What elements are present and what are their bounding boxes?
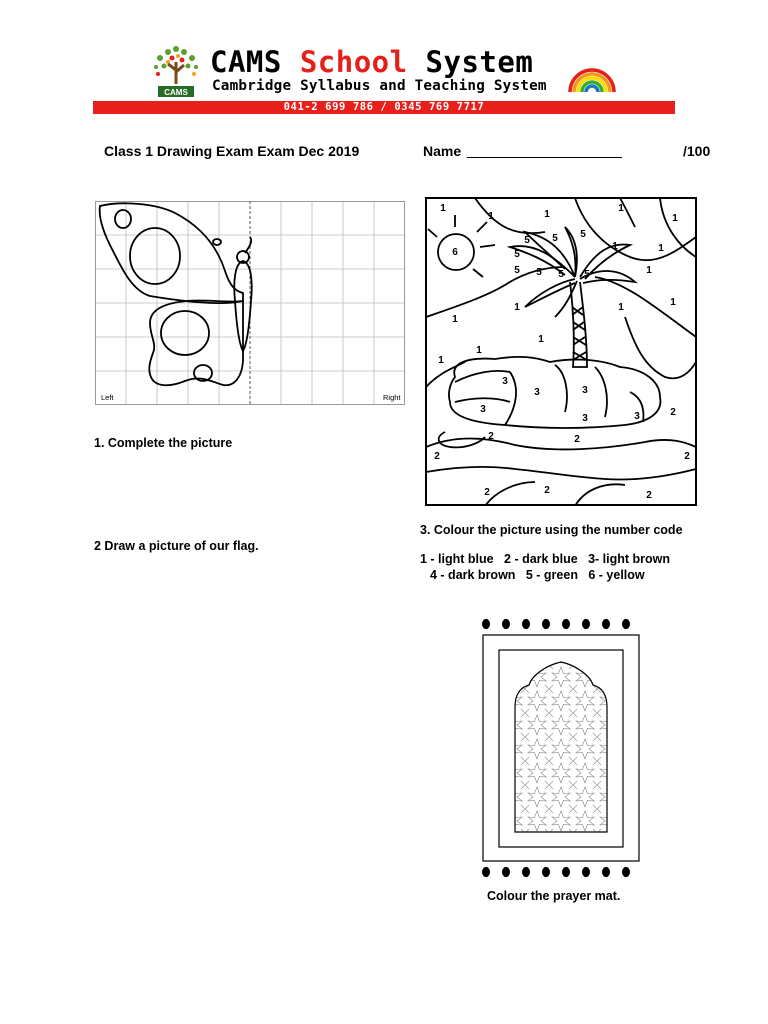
number-5: 5 [524,235,530,246]
number-1: 1 [544,209,550,220]
question-2: 2 Draw a picture of our flag. [94,539,259,553]
number-1: 1 [538,334,544,345]
brand-highlight: School [299,45,408,79]
number-2: 2 [574,434,580,445]
number-2: 2 [646,490,652,501]
number-2: 2 [434,451,440,462]
colour-key-line-2: 4 - dark brown 5 - green 6 - yellow [430,568,645,582]
number-1: 1 [658,243,664,254]
butterfly-grid-drawing[interactable] [95,201,405,405]
island-colour-by-number[interactable] [425,197,697,506]
name-label: Name [423,143,462,159]
number-1: 1 [670,297,676,308]
number-1: 1 [452,314,458,325]
left-label: Left [101,393,114,402]
number-2: 2 [670,407,676,418]
question-3: 3. Colour the picture using the number code [420,523,683,537]
number-3: 3 [582,385,588,396]
brand-title [210,44,533,80]
number-1: 1 [476,345,482,356]
brand-prefix: CAMS [210,45,300,79]
number-5: 5 [514,249,520,260]
number-1: 1 [440,203,446,214]
number-1: 1 [672,213,678,224]
number-1: 1 [488,211,494,222]
question-4: Colour the prayer mat. [487,889,621,903]
number-3: 3 [634,411,640,422]
right-label: Right [383,393,401,402]
number-1: 1 [646,265,652,276]
number-3: 3 [534,387,540,398]
number-2: 2 [484,487,490,498]
brand-suffix: System [407,45,534,79]
number-5: 5 [580,229,586,240]
number-5: 5 [514,265,520,276]
rainbow-icon [566,56,618,96]
number-1: 1 [618,203,624,214]
number-1: 1 [612,241,618,252]
colour-key-line-1: 1 - light blue 2 - dark blue 3- light brown [420,552,671,566]
exam-title: Class 1 Drawing Exam Exam Dec 2019 [104,143,360,159]
number-2: 2 [488,431,494,442]
number-1: 1 [514,302,520,313]
prayer-mat-drawing[interactable] [477,617,645,879]
number-3: 3 [502,376,508,387]
tree-logo-icon [150,44,202,100]
logo-text: CAMS [164,88,188,97]
number-1: 1 [438,355,444,366]
score-label: /100 [683,143,711,159]
number-5: 5 [536,267,542,278]
number-1: 1 [618,302,624,313]
number-5: 5 [558,269,564,280]
phone-banner: 041-2 699 786 / 0345 769 7717 [93,101,675,114]
number-2: 2 [544,485,550,496]
number-3: 3 [480,404,486,415]
question-1: 1. Complete the picture [94,436,233,450]
number-2: 2 [684,451,690,462]
number-5: 5 [584,269,590,280]
name-field[interactable] [467,157,622,158]
brand-tagline: Cambridge Syllabus and Teaching System [212,78,547,94]
number-5: 5 [552,233,558,244]
number-3: 3 [582,413,588,424]
number-6: 6 [452,247,458,258]
